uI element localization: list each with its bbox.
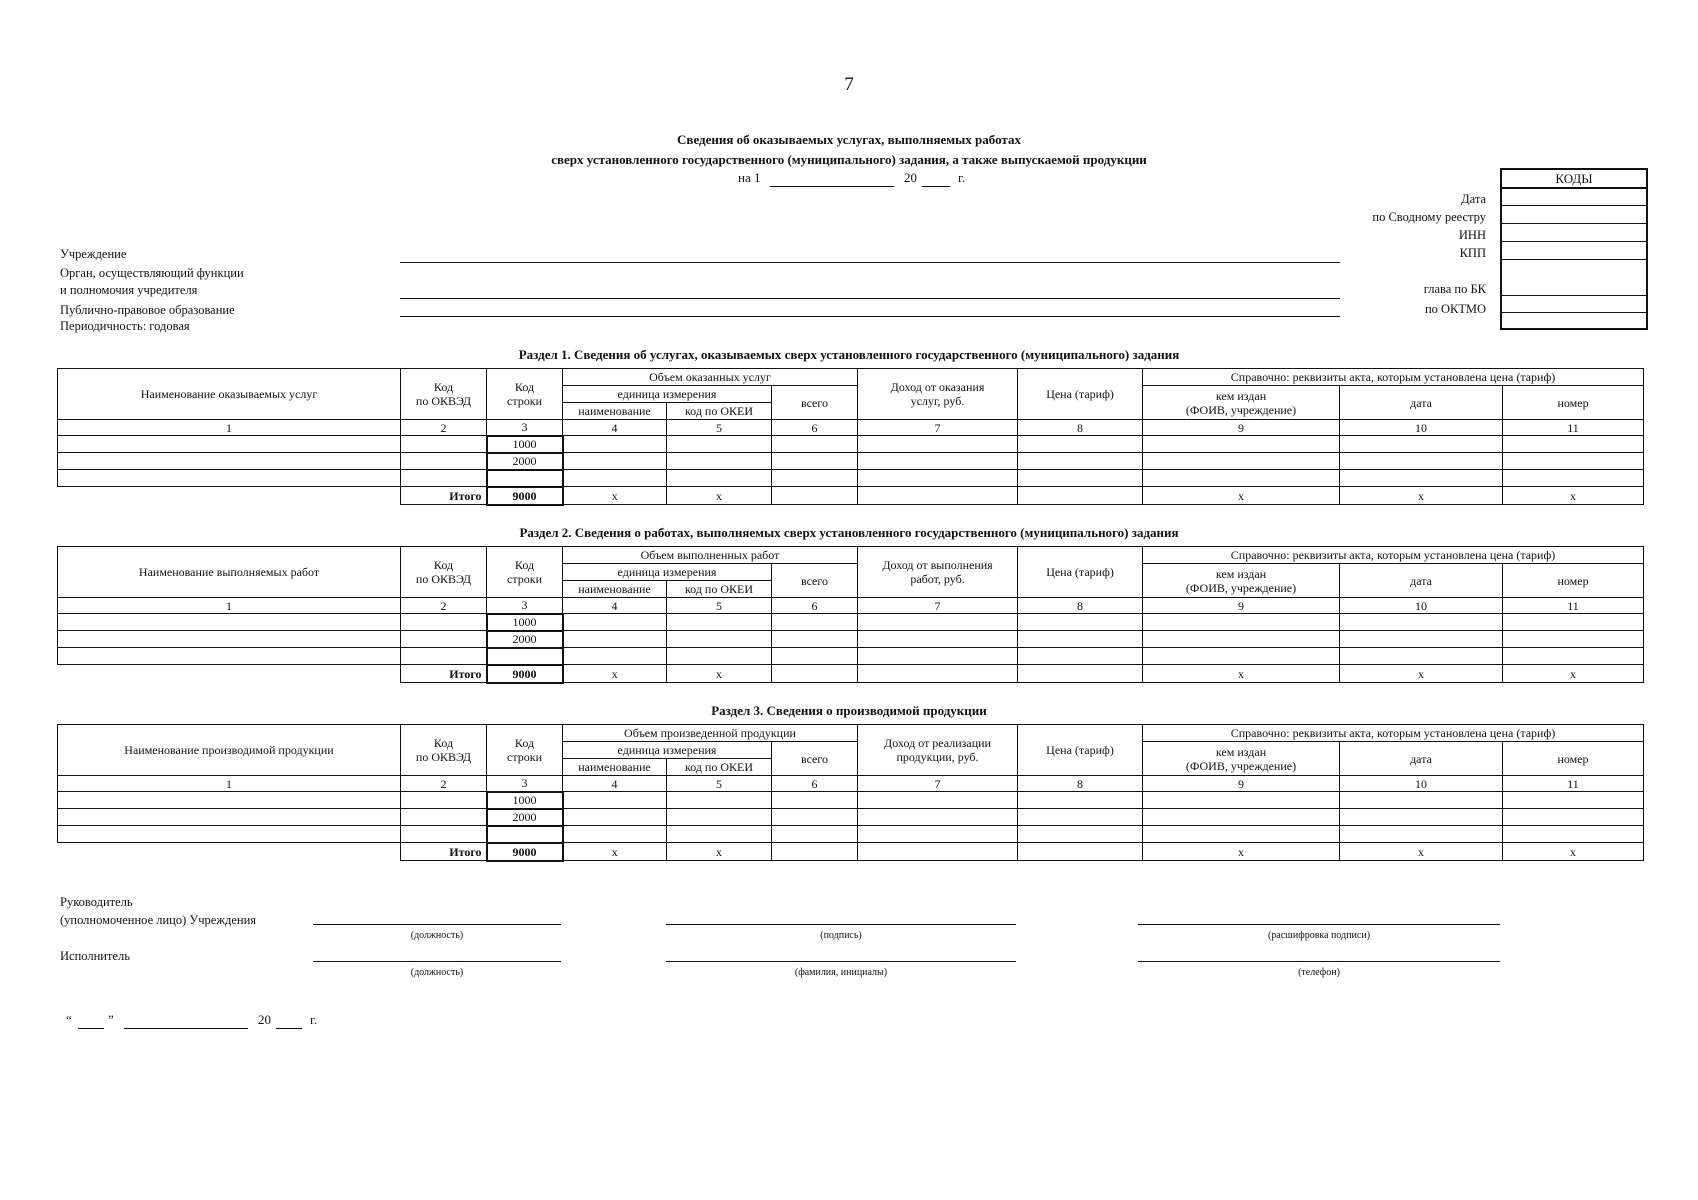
col-unit-header: единица измерения xyxy=(563,742,772,759)
code-extra-cell[interactable] xyxy=(1502,313,1646,328)
data-cell[interactable] xyxy=(858,843,1018,861)
section3-title: Раздел 3. Сведения о производимой продукции xyxy=(711,703,987,718)
total-code: 9000 xyxy=(487,843,563,861)
column-number: 3 xyxy=(487,420,563,436)
data-cell[interactable] xyxy=(401,792,487,809)
data-cell[interactable] xyxy=(58,453,401,470)
sig-head-line2: (уполномоченное лицо) Учреждения xyxy=(60,913,257,927)
data-cell[interactable] xyxy=(772,843,858,861)
total-row xyxy=(58,487,1644,505)
founder-field[interactable] xyxy=(400,298,1340,299)
okved-line2: по ОКВЭД xyxy=(415,572,472,586)
date-year-field[interactable] xyxy=(922,186,950,187)
label-public-entity: Публично-правовое образование xyxy=(60,303,235,317)
x-cell: х xyxy=(667,487,772,505)
column-number: 1 xyxy=(58,776,401,792)
public-entity-field[interactable] xyxy=(400,316,1340,317)
sign-date-quote-close: ” xyxy=(108,1012,114,1027)
data-cell[interactable] xyxy=(1340,470,1503,487)
total-label: Итого xyxy=(401,665,487,683)
row-code-cell xyxy=(487,470,563,487)
income-line1: Доход от оказания xyxy=(890,380,985,394)
data-cell[interactable] xyxy=(1143,792,1340,809)
data-cell[interactable] xyxy=(58,809,401,826)
section2-table xyxy=(57,546,1644,684)
col-okved-header xyxy=(401,369,487,420)
data-cell[interactable] xyxy=(1018,614,1143,631)
data-cell[interactable] xyxy=(401,809,487,826)
code-line1: Код xyxy=(514,736,535,750)
issued-line2: (ФОИВ, учреждение) xyxy=(1185,402,1297,417)
executor-phone-field[interactable] xyxy=(1138,961,1500,962)
head-signature-label: (подпись) xyxy=(820,930,862,941)
data-cell[interactable] xyxy=(58,648,401,665)
column-number: 4 xyxy=(563,420,667,436)
code-line2: строки xyxy=(507,394,542,408)
data-cell[interactable] xyxy=(1503,826,1644,843)
total-label: Итого xyxy=(401,487,487,505)
data-cell[interactable] xyxy=(667,631,772,648)
data-cell[interactable] xyxy=(58,436,401,453)
okved-line2: по ОКВЭД xyxy=(415,750,472,764)
okved-line1: Код xyxy=(433,558,454,572)
data-cell[interactable] xyxy=(1503,453,1644,470)
data-cell[interactable] xyxy=(667,648,772,665)
data-cell[interactable] xyxy=(772,809,858,826)
okved-line2: по ОКВЭД xyxy=(415,394,472,408)
col-reference-header: Справочно: реквизиты акта, которым установлена цена (тариф) xyxy=(1143,369,1644,386)
data-cell[interactable] xyxy=(858,614,1018,631)
data-cell[interactable] xyxy=(1143,631,1340,648)
data-cell[interactable] xyxy=(858,487,1018,505)
code-oktmo-cell[interactable] xyxy=(1502,296,1646,313)
data-cell[interactable] xyxy=(772,648,858,665)
codes-header: КОДЫ xyxy=(1502,170,1646,189)
data-cell[interactable] xyxy=(1018,436,1143,453)
row-code-cell xyxy=(487,826,563,843)
data-cell[interactable] xyxy=(772,487,858,505)
col-okved-header xyxy=(401,547,487,598)
col-code-header xyxy=(487,369,563,420)
issued-line2: (ФОИВ, учреждение) xyxy=(1185,580,1297,595)
column-number: 3 xyxy=(487,598,563,614)
col-unit-header: единица измерения xyxy=(563,564,772,581)
column-number: 9 xyxy=(1143,776,1340,792)
table-row xyxy=(58,826,1644,843)
data-cell[interactable] xyxy=(1143,809,1340,826)
data-cell[interactable] xyxy=(1143,436,1340,453)
column-number: 4 xyxy=(563,776,667,792)
x-cell: х xyxy=(1143,843,1340,861)
col-unit-okei-header: код по ОКЕИ xyxy=(667,759,772,776)
col-unit-okei-header: код по ОКЕИ xyxy=(667,581,772,598)
data-cell[interactable] xyxy=(1143,470,1340,487)
data-cell[interactable] xyxy=(1503,631,1644,648)
row-code-cell xyxy=(487,648,563,665)
head-signature-field[interactable] xyxy=(666,924,1016,925)
code-line2: строки xyxy=(507,750,542,764)
data-cell[interactable] xyxy=(1143,826,1340,843)
okved-line1: Код xyxy=(433,380,454,394)
x-cell: х xyxy=(1503,487,1644,505)
data-cell[interactable] xyxy=(1018,470,1143,487)
code-inn-cell[interactable] xyxy=(1502,224,1646,242)
income-line1: Доход от выполнения xyxy=(882,558,993,572)
data-cell[interactable] xyxy=(1143,453,1340,470)
col-volume-header: Объем произведенной продукции xyxy=(563,725,858,742)
data-cell[interactable] xyxy=(772,826,858,843)
head-decoding-field[interactable] xyxy=(1138,924,1500,925)
codes-box xyxy=(1500,168,1648,330)
code-line1: Код xyxy=(514,558,535,572)
x-cell: х xyxy=(1143,665,1340,683)
sign-date-day-field[interactable] xyxy=(78,1028,104,1029)
column-number: 7 xyxy=(858,598,1018,614)
x-cell: х xyxy=(563,843,667,861)
col-code-header xyxy=(487,547,563,598)
x-cell: х xyxy=(563,487,667,505)
table-row xyxy=(58,809,1644,826)
data-cell[interactable] xyxy=(1503,614,1644,631)
data-cell[interactable] xyxy=(1340,453,1503,470)
x-cell: х xyxy=(667,843,772,861)
section1-title: Раздел 1. Сведения об услугах, оказываемых сверх установленного государственного (муниципального) задания xyxy=(518,347,1180,362)
code-label-date: Дата xyxy=(1461,192,1486,206)
table-row xyxy=(58,648,1644,665)
total-row xyxy=(58,665,1644,683)
sign-date-year: 20 xyxy=(258,1012,271,1027)
data-cell[interactable] xyxy=(563,648,667,665)
data-cell[interactable] xyxy=(772,436,858,453)
data-cell[interactable] xyxy=(858,665,1018,683)
data-cell[interactable] xyxy=(667,809,772,826)
code-line2: строки xyxy=(507,572,542,586)
data-cell[interactable] xyxy=(1018,792,1143,809)
data-cell[interactable] xyxy=(667,470,772,487)
date-prefix: на 1 xyxy=(738,170,761,185)
col-number-header: номер xyxy=(1503,564,1644,598)
sign-date-year-field[interactable] xyxy=(276,1028,302,1029)
data-cell[interactable] xyxy=(1018,843,1143,861)
data-cell[interactable] xyxy=(858,453,1018,470)
column-number: 5 xyxy=(667,776,772,792)
data-cell[interactable] xyxy=(1503,792,1644,809)
data-cell[interactable] xyxy=(772,614,858,631)
data-cell[interactable] xyxy=(667,826,772,843)
row-code-cell: 2000 xyxy=(487,631,563,648)
section1-table xyxy=(57,368,1644,506)
executor-name-label: (фамилия, инициалы) xyxy=(794,967,888,978)
data-cell[interactable] xyxy=(401,648,487,665)
code-label-inn: ИНН xyxy=(1458,228,1486,242)
col-date-header: дата xyxy=(1340,386,1503,420)
data-cell[interactable] xyxy=(401,453,487,470)
data-cell[interactable] xyxy=(1503,809,1644,826)
col-issued-header xyxy=(1143,564,1340,598)
col-price-header: Цена (тариф) xyxy=(1018,369,1143,420)
col-name-header: Наименование оказываемых услуг xyxy=(58,369,401,420)
x-cell: х xyxy=(1503,665,1644,683)
data-cell[interactable] xyxy=(563,436,667,453)
col-unit-header: единица измерения xyxy=(563,386,772,403)
head-decoding-label: (расшифровка подписи) xyxy=(1267,930,1371,941)
data-cell[interactable] xyxy=(1340,631,1503,648)
code-label-bk: глава по БК xyxy=(1423,282,1486,296)
data-cell[interactable] xyxy=(563,809,667,826)
data-cell[interactable] xyxy=(1018,809,1143,826)
column-number: 11 xyxy=(1503,420,1644,436)
data-cell[interactable] xyxy=(58,826,401,843)
column-number: 4 xyxy=(563,598,667,614)
col-unit-name-header: наименование xyxy=(563,581,667,598)
data-cell[interactable] xyxy=(58,470,401,487)
label-periodicity: Периодичность: годовая xyxy=(60,319,190,333)
income-line2: услуг, руб. xyxy=(910,394,965,408)
form-title-line1: Сведения об оказываемых услугах, выполняемых работах xyxy=(677,132,1021,147)
data-cell[interactable] xyxy=(563,826,667,843)
column-number: 1 xyxy=(58,598,401,614)
executor-position-field[interactable] xyxy=(313,961,561,962)
data-cell[interactable] xyxy=(1018,631,1143,648)
code-label-oktmo: по ОКТМО xyxy=(1424,302,1486,316)
data-cell[interactable] xyxy=(772,665,858,683)
data-cell[interactable] xyxy=(401,470,487,487)
total-code: 9000 xyxy=(487,665,563,683)
data-cell[interactable] xyxy=(1018,453,1143,470)
x-cell: х xyxy=(1340,487,1503,505)
data-cell[interactable] xyxy=(858,648,1018,665)
x-cell: х xyxy=(1340,665,1503,683)
col-date-header: дата xyxy=(1340,742,1503,776)
sign-date-suffix: г. xyxy=(310,1012,318,1027)
data-cell[interactable] xyxy=(1143,614,1340,631)
column-number: 3 xyxy=(487,776,563,792)
col-reference-header: Справочно: реквизиты акта, которым установлена цена (тариф) xyxy=(1143,547,1644,564)
label-body-line2: и полномочия учредителя xyxy=(60,283,198,297)
data-cell[interactable] xyxy=(858,826,1018,843)
column-number: 2 xyxy=(401,776,487,792)
table-row xyxy=(58,470,1644,487)
table-row xyxy=(58,453,1644,470)
data-cell[interactable] xyxy=(563,470,667,487)
data-cell[interactable] xyxy=(667,614,772,631)
col-okved-header xyxy=(401,725,487,776)
data-cell[interactable] xyxy=(1018,665,1143,683)
section3-table xyxy=(57,724,1644,862)
x-cell: х xyxy=(1503,843,1644,861)
sig-executor: Исполнитель xyxy=(60,949,130,963)
data-cell[interactable] xyxy=(1340,648,1503,665)
column-number: 10 xyxy=(1340,420,1503,436)
data-cell[interactable] xyxy=(772,453,858,470)
col-date-header: дата xyxy=(1340,564,1503,598)
column-number: 7 xyxy=(858,420,1018,436)
col-total-header: всего xyxy=(772,742,858,776)
col-income-header xyxy=(858,725,1018,776)
column-number: 6 xyxy=(772,776,858,792)
executor-phone-label: (телефон) xyxy=(1298,967,1340,978)
date-suffix: г. xyxy=(958,170,966,185)
code-label-kpp: КПП xyxy=(1459,246,1486,260)
income-line2: работ, руб. xyxy=(910,572,965,586)
code-line1: Код xyxy=(514,380,535,394)
row-code-cell: 1000 xyxy=(487,614,563,631)
total-row xyxy=(58,843,1644,861)
column-number: 8 xyxy=(1018,598,1143,614)
data-cell[interactable] xyxy=(858,470,1018,487)
executor-name-field[interactable] xyxy=(666,961,1016,962)
col-total-header: всего xyxy=(772,564,858,598)
column-number: 5 xyxy=(667,420,772,436)
column-number: 2 xyxy=(401,420,487,436)
column-number: 6 xyxy=(772,420,858,436)
data-cell[interactable] xyxy=(1018,648,1143,665)
col-volume-header: Объем оказанных услуг xyxy=(563,369,858,386)
data-cell[interactable] xyxy=(58,614,401,631)
data-cell[interactable] xyxy=(1018,487,1143,505)
issued-line1: кем издан xyxy=(1215,388,1267,403)
data-cell[interactable] xyxy=(401,631,487,648)
label-body-line1: Орган, осуществляющий функции xyxy=(60,266,244,280)
column-number: 10 xyxy=(1340,776,1503,792)
row-code-cell: 1000 xyxy=(487,436,563,453)
data-cell[interactable] xyxy=(1503,470,1644,487)
col-price-header: Цена (тариф) xyxy=(1018,725,1143,776)
page-number: 7 xyxy=(844,74,854,95)
column-number: 11 xyxy=(1503,776,1644,792)
data-cell[interactable] xyxy=(1503,436,1644,453)
row-code-cell: 1000 xyxy=(487,792,563,809)
x-cell: х xyxy=(1340,843,1503,861)
data-cell[interactable] xyxy=(1143,648,1340,665)
code-bk-cell[interactable] xyxy=(1502,260,1646,296)
column-number: 7 xyxy=(858,776,1018,792)
data-cell[interactable] xyxy=(563,631,667,648)
row-code-cell: 2000 xyxy=(487,809,563,826)
code-label-registry: по Сводному реестру xyxy=(1372,210,1486,224)
col-total-header: всего xyxy=(772,386,858,420)
column-number: 9 xyxy=(1143,420,1340,436)
table-row xyxy=(58,614,1644,631)
column-number: 8 xyxy=(1018,420,1143,436)
data-cell[interactable] xyxy=(58,792,401,809)
col-unit-name-header: наименование xyxy=(563,403,667,420)
col-number-header: номер xyxy=(1503,742,1644,776)
issued-line2: (ФОИВ, учреждение) xyxy=(1185,758,1297,773)
total-label: Итого xyxy=(401,843,487,861)
col-unit-name-header: наименование xyxy=(563,759,667,776)
data-cell[interactable] xyxy=(858,436,1018,453)
executor-position-label: (должность) xyxy=(410,967,464,978)
data-cell[interactable] xyxy=(858,809,1018,826)
data-cell[interactable] xyxy=(772,470,858,487)
data-cell[interactable] xyxy=(563,792,667,809)
col-price-header: Цена (тариф) xyxy=(1018,547,1143,598)
column-number: 1 xyxy=(58,420,401,436)
issued-line1: кем издан xyxy=(1215,744,1267,759)
data-cell[interactable] xyxy=(667,436,772,453)
head-position-field[interactable] xyxy=(313,924,561,925)
column-number: 8 xyxy=(1018,776,1143,792)
income-line2: продукции, руб. xyxy=(896,750,979,764)
institution-field[interactable] xyxy=(400,262,1340,263)
col-reference-header: Справочно: реквизиты акта, которым установлена цена (тариф) xyxy=(1143,725,1644,742)
section2-title: Раздел 2. Сведения о работах, выполняемых сверх установленного государственного (муниципального) задания xyxy=(519,525,1179,540)
data-cell[interactable] xyxy=(1340,809,1503,826)
col-issued-header xyxy=(1143,742,1340,776)
data-cell[interactable] xyxy=(401,826,487,843)
col-unit-okei-header: код по ОКЕИ xyxy=(667,403,772,420)
data-cell[interactable] xyxy=(667,792,772,809)
col-issued-header xyxy=(1143,386,1340,420)
data-cell[interactable] xyxy=(58,631,401,648)
data-cell[interactable] xyxy=(1340,826,1503,843)
code-registry-cell[interactable] xyxy=(1502,206,1646,224)
data-cell[interactable] xyxy=(1503,648,1644,665)
data-cell[interactable] xyxy=(1018,826,1143,843)
date-year: 20 xyxy=(904,170,917,185)
total-code: 9000 xyxy=(487,487,563,505)
column-number: 5 xyxy=(667,598,772,614)
x-cell: х xyxy=(667,665,772,683)
issued-line1: кем издан xyxy=(1215,566,1267,581)
col-income-header xyxy=(858,369,1018,420)
data-cell[interactable] xyxy=(858,792,1018,809)
sign-date-month-field[interactable] xyxy=(124,1028,248,1029)
data-cell[interactable] xyxy=(1340,792,1503,809)
data-cell[interactable] xyxy=(401,614,487,631)
label-institution: Учреждение xyxy=(60,247,127,261)
col-income-header xyxy=(858,547,1018,598)
sign-date-quote-open: “ xyxy=(66,1012,72,1027)
form-title-line2: сверх установленного государственного (муниципального) задания, а также выпускаемой продукции xyxy=(551,152,1147,167)
code-date-cell[interactable] xyxy=(1502,189,1646,206)
col-name-header: Наименование производимой продукции xyxy=(58,725,401,776)
data-cell[interactable] xyxy=(858,631,1018,648)
column-number: 6 xyxy=(772,598,858,614)
code-kpp-cell[interactable] xyxy=(1502,242,1646,260)
date-month-field[interactable] xyxy=(770,186,894,187)
data-cell[interactable] xyxy=(772,792,858,809)
data-cell[interactable] xyxy=(772,631,858,648)
data-cell[interactable] xyxy=(563,453,667,470)
column-number: 10 xyxy=(1340,598,1503,614)
table-row xyxy=(58,436,1644,453)
table-row xyxy=(58,792,1644,809)
data-cell[interactable] xyxy=(401,436,487,453)
row-code-cell: 2000 xyxy=(487,453,563,470)
sig-head-line1: Руководитель xyxy=(60,895,133,909)
data-cell[interactable] xyxy=(1340,436,1503,453)
okved-line1: Код xyxy=(433,736,454,750)
col-volume-header: Объем выполненных работ xyxy=(563,547,858,564)
data-cell[interactable] xyxy=(667,453,772,470)
income-line1: Доход от реализации xyxy=(884,736,991,750)
x-cell: х xyxy=(563,665,667,683)
col-number-header: номер xyxy=(1503,386,1644,420)
col-name-header: Наименование выполняемых работ xyxy=(58,547,401,598)
column-number: 11 xyxy=(1503,598,1644,614)
head-position-label: (должность) xyxy=(410,930,464,941)
col-code-header xyxy=(487,725,563,776)
column-number: 2 xyxy=(401,598,487,614)
data-cell[interactable] xyxy=(1340,614,1503,631)
x-cell: х xyxy=(1143,487,1340,505)
data-cell[interactable] xyxy=(563,614,667,631)
table-row xyxy=(58,631,1644,648)
column-number: 9 xyxy=(1143,598,1340,614)
